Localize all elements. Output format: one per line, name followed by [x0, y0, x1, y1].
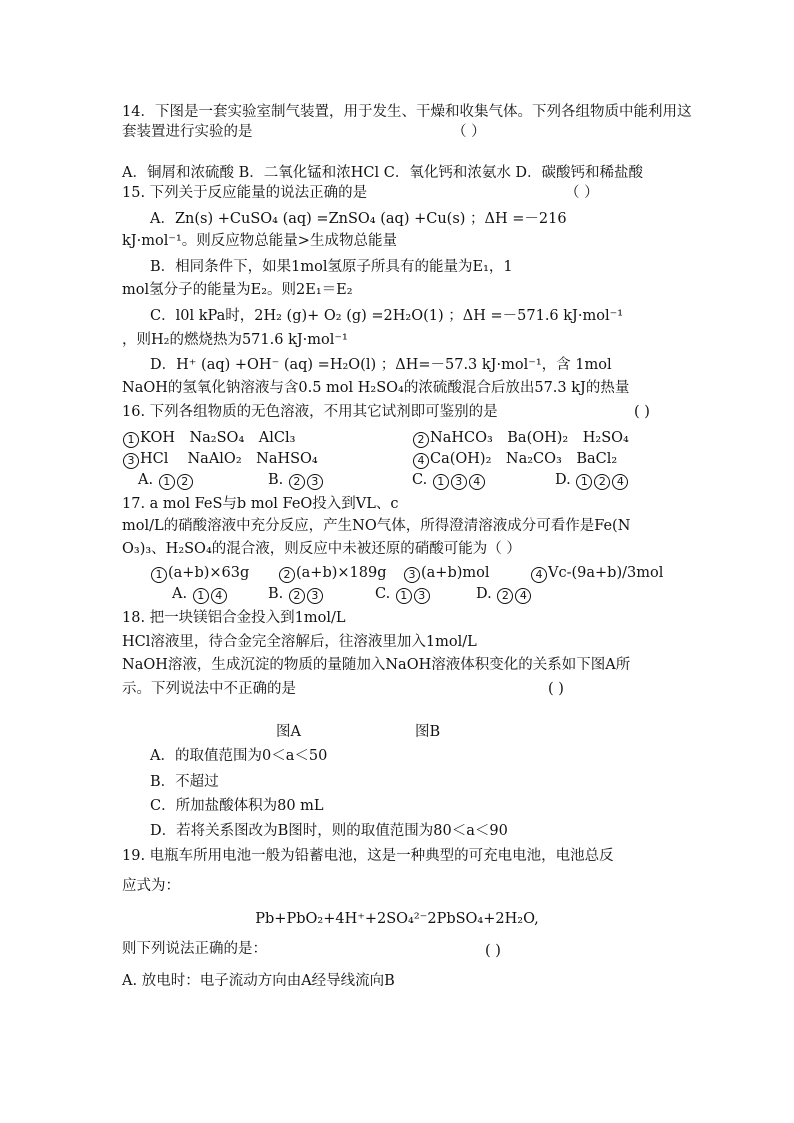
q16-group-1: [122, 428, 295, 448]
q14-options: A．铜屑和浓硫酸 B．二氧化锰和浓HCl C．氧化钙和浓氨水 D．碳酸钙和稀盐酸: [122, 165, 644, 181]
q18-option-c: C．所加盐酸体积为80 mL: [150, 798, 324, 814]
q17-choice-1: 1 (a+b)×63g: [150, 563, 249, 583]
q17-choice-2: 2 (a+b)×189g: [278, 563, 387, 583]
q19-equation: Pb+PbO₂+4H⁺+2SO₄²⁻2PbSO₄+2H₂O,: [255, 911, 539, 927]
q17-choice-4: 4 Vc-(9a+b)/3mol: [530, 563, 663, 583]
q16-group-2: [412, 428, 629, 448]
q19-option-a: A. 放电时：电子流动方向由A经导线流向B: [122, 973, 395, 989]
q19-line3: 则下列说法正确的是：: [122, 941, 267, 957]
q17-option-c: C. 1 3: [375, 584, 431, 604]
q15-option-d-line2: NaOH的氢氧化钠溶液与含0.5 mol H₂SO₄的浓硫酸混合后放出57.3 kJ的热量: [122, 380, 630, 396]
q17-line3: O₃)₃、H₂SO₄的混合液，则反应中未被还原的硝酸可能为（ ）: [122, 541, 521, 557]
q16-group-3-text: HCl NaAlO₂ NaHSO₄: [140, 451, 318, 467]
q18-line4: 示。下列说法中不正确的是: [122, 681, 296, 697]
q17-line1: 17. a mol FeS与b mol FeO投入到VL、c: [122, 496, 399, 512]
q15-stem: 15. 下列关于反应能量的说法正确的是: [122, 185, 368, 201]
q17-option-d: D. 2 4: [476, 584, 532, 604]
q16-stem: 16. 下列各组物质的无色溶液，不用其它试剂即可鉴别的是: [122, 404, 498, 420]
q15-option-a-line1: A．Zn(s) +CuSO₄ (aq) =ZnSO₄ (aq) +Cu(s) ；ΔH =－216: [150, 211, 567, 227]
circled-number-3: 3: [123, 453, 139, 469]
q15-option-b-line1: B．相同条件下，如果1mol氢原子所具有的能量为E₁，1: [150, 259, 513, 275]
q16-group-3: [122, 449, 318, 469]
q16-group-4: [412, 449, 617, 469]
q18-answer-paren: ( ): [548, 681, 564, 697]
q18-option-a: A．的取值范围为0＜a＜50: [150, 748, 328, 764]
q16-group-2-text: NaHCO₃ Ba(OH)₂ H₂SO₄: [430, 430, 629, 446]
q16-group-1-text: KOH Na₂SO₄ AlCl₃: [140, 430, 296, 446]
q16-option-a: A. 1 2: [138, 470, 194, 490]
q17-choice-3: 3 (a+b)mol: [403, 563, 490, 583]
q15-option-a-line2: kJ·mol⁻¹。则反应物总能量>生成物总能量: [122, 233, 397, 249]
q18-option-d: D．若将关系图改为B图时，则的取值范围为80＜a＜90: [150, 823, 508, 839]
q18-line3: NaOH溶液，生成沉淀的物质的量随加入NaOH溶液体积变化的关系如下图A所: [122, 657, 631, 673]
figure-b-caption: 图B: [415, 724, 441, 740]
figure-a-caption: 图A: [276, 724, 301, 740]
circled-number-2: 2: [413, 432, 429, 448]
q19-line2: 应式为：: [122, 878, 180, 894]
q14-line1: 14．下图是一套实验室制气装置，用于发生、干燥和收集气体。下列各组物质中能利用这: [122, 104, 692, 120]
q15-option-c-line2: ，则H₂的燃烧热为571.6 kJ·mol⁻¹: [122, 332, 348, 348]
q16-option-c: C. 1 3 4: [412, 470, 486, 490]
q18-option-b: B．不超过: [150, 774, 219, 790]
q18-line2: HCl溶液里，待合金完全溶解后，往溶液里加入1mol/L: [122, 634, 477, 650]
q17-option-a: A. 1 4: [172, 584, 228, 604]
q16-option-d: D. 1 2 4: [555, 470, 629, 490]
q17-option-b: B. 2 3: [268, 584, 324, 604]
q18-line1: 18. 把一块镁铝合金投入到1mol/L: [122, 610, 346, 626]
q16-option-b: B. 2 3: [268, 470, 324, 490]
q15-answer-paren: （ ）: [565, 185, 599, 201]
circled-number-1: 1: [123, 432, 139, 448]
q15-option-d-line1: D．H⁺ (aq) +OH⁻ (aq) =H₂O(l) ；ΔH=－57.3 kJ·mol⁻¹，含 1mol: [150, 357, 612, 373]
q15-option-c-line1: C．l0l kPa时，2H₂ (g)+ O₂ (g) =2H₂O(1) ；ΔH =－571.6 kJ·mol⁻¹: [150, 308, 624, 324]
q16-answer-paren: ( ): [634, 404, 650, 420]
q14-line2: 套装置进行实验的是: [122, 124, 253, 140]
circled-number-4: 4: [413, 453, 429, 469]
q16-group-4-text: Ca(OH)₂ Na₂CO₃ BaCl₂: [430, 451, 618, 467]
q19-answer-paren: ( ): [485, 943, 501, 959]
q15-option-b-line2: mol氢分子的能量为E₂。则2E₁＝E₂: [122, 282, 353, 298]
q14-answer-paren: （ ）: [452, 124, 486, 140]
q17-line2: mol/L的硝酸溶液中充分反应，产生NO气体，所得澄清溶液成分可看作是Fe(N: [122, 518, 631, 534]
q19-line1: 19. 电瓶车所用电池一般为铅蓄电池，这是一种典型的可充电电池，电池总反: [122, 848, 614, 864]
